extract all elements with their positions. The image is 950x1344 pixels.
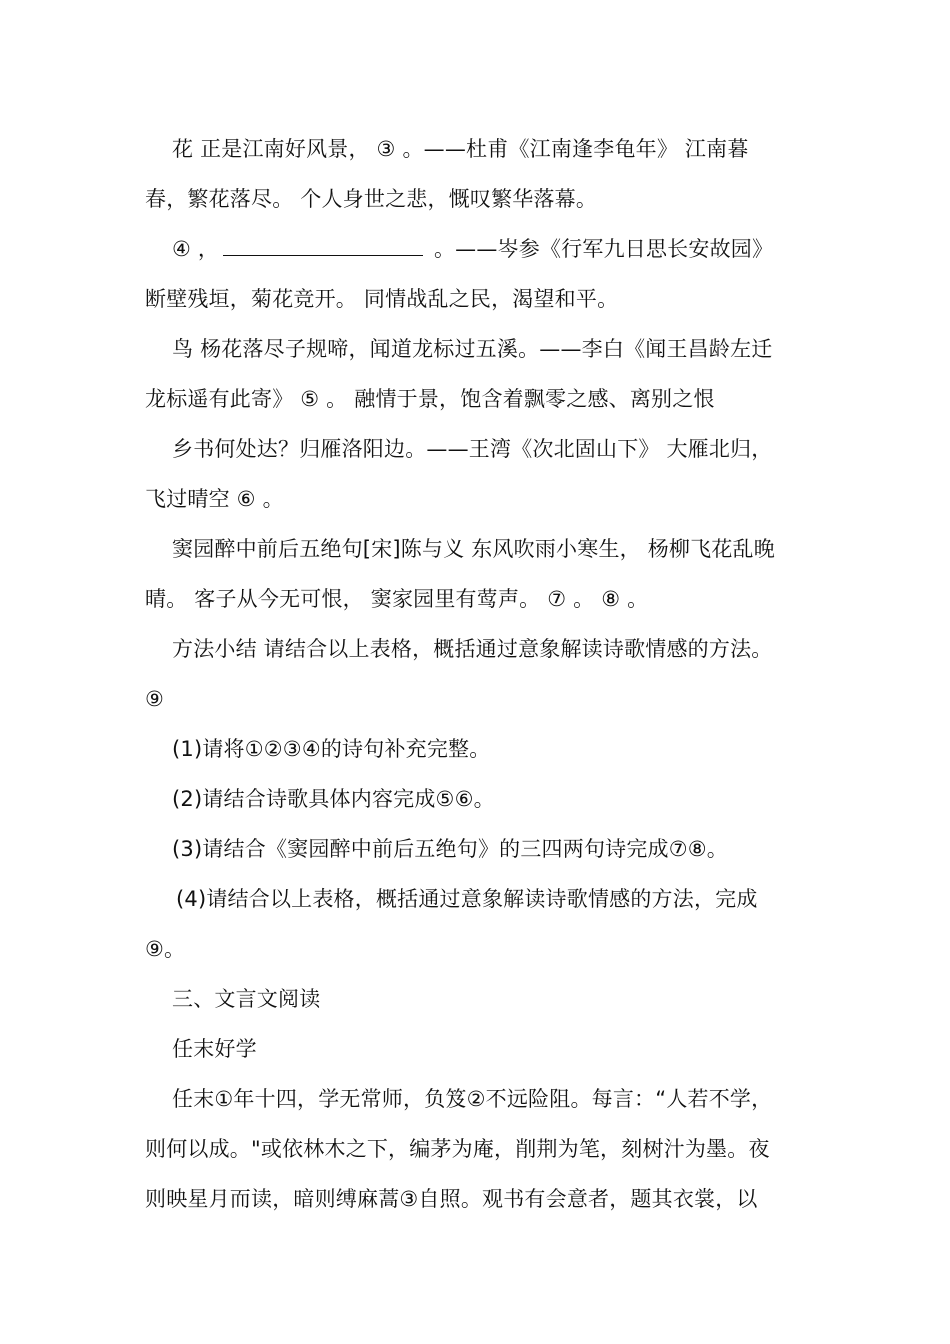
poem-line-douyuan: 窦园醉中前后五绝句[宋]陈与义 东风吹雨小寒生， 杨柳飞花乱晚: [172, 537, 775, 561]
passage-line-1: 任末①年十四，学无常师，负笈②不远险阻。每言：“人若不学，: [172, 1087, 773, 1111]
censhen-source: 。——岑参《行军九日思长安故园》: [427, 237, 774, 261]
poem-line-libai: 鸟 杨花落尽子规啼，闻道龙标过五溪。——李白《闻王昌龄左迁: [172, 337, 773, 361]
question-2: (2)请结合诗歌具体内容完成⑤⑥。: [172, 787, 495, 811]
method-summary-blank: ⑨: [145, 687, 165, 711]
blank-four-prefix: ④ ，: [172, 237, 220, 261]
poem-line-douyuan-cont: 晴。 客子从今无可恨， 窦家园里有莺声。 ⑦ 。 ⑧ 。: [145, 587, 649, 611]
passage-title: 任末好学: [172, 1037, 257, 1061]
passage-line-2: 则何以成。"或依林木之下，编茅为庵，削荆为笔，刻树汁为墨。夜: [145, 1137, 770, 1161]
question-4-cont: ⑨。: [145, 937, 186, 961]
analysis-jiangnan: 春，繁花落尽。 个人身世之悲，慨叹繁华落幕。: [145, 187, 598, 211]
question-3: (3)请结合《窦园醉中前后五绝句》的三四两句诗完成⑦⑧。: [172, 837, 728, 861]
analysis-libai: 龙标遥有此寄》 ⑤ 。 融情于景，饱含着飘零之感、离别之恨: [145, 387, 715, 411]
passage-line-3: 则映星月而读，暗则缚麻蒿③自照。观书有会意者，题其衣裳，以: [145, 1187, 758, 1211]
analysis-wangwan: 飞过晴空 ⑥ 。: [145, 487, 284, 511]
poem-line-censhen: [172, 234, 812, 264]
section-heading: 三、文言文阅读: [172, 987, 321, 1011]
fill-in-blank: [223, 235, 423, 256]
poem-line-wangwan: 乡书何处达？归雁洛阳边。——王湾《次北固山下》 大雁北归，: [172, 437, 773, 461]
question-1: (1)请将①②③④的诗句补充完整。: [172, 737, 491, 761]
analysis-censhen: 断壁残垣，菊花竞开。 同情战乱之民，渴望和平。: [145, 287, 619, 311]
method-summary: 方法小结 请结合以上表格，概括通过意象解读诗歌情感的方法。: [172, 637, 773, 661]
poem-line-jiangnan: 花 正是江南好风景， ③ 。——杜甫《江南逢李龟年》 江南暮: [172, 137, 749, 161]
question-4: (4)请结合以上表格，概括通过意象解读诗歌情感的方法，完成: [176, 887, 758, 911]
